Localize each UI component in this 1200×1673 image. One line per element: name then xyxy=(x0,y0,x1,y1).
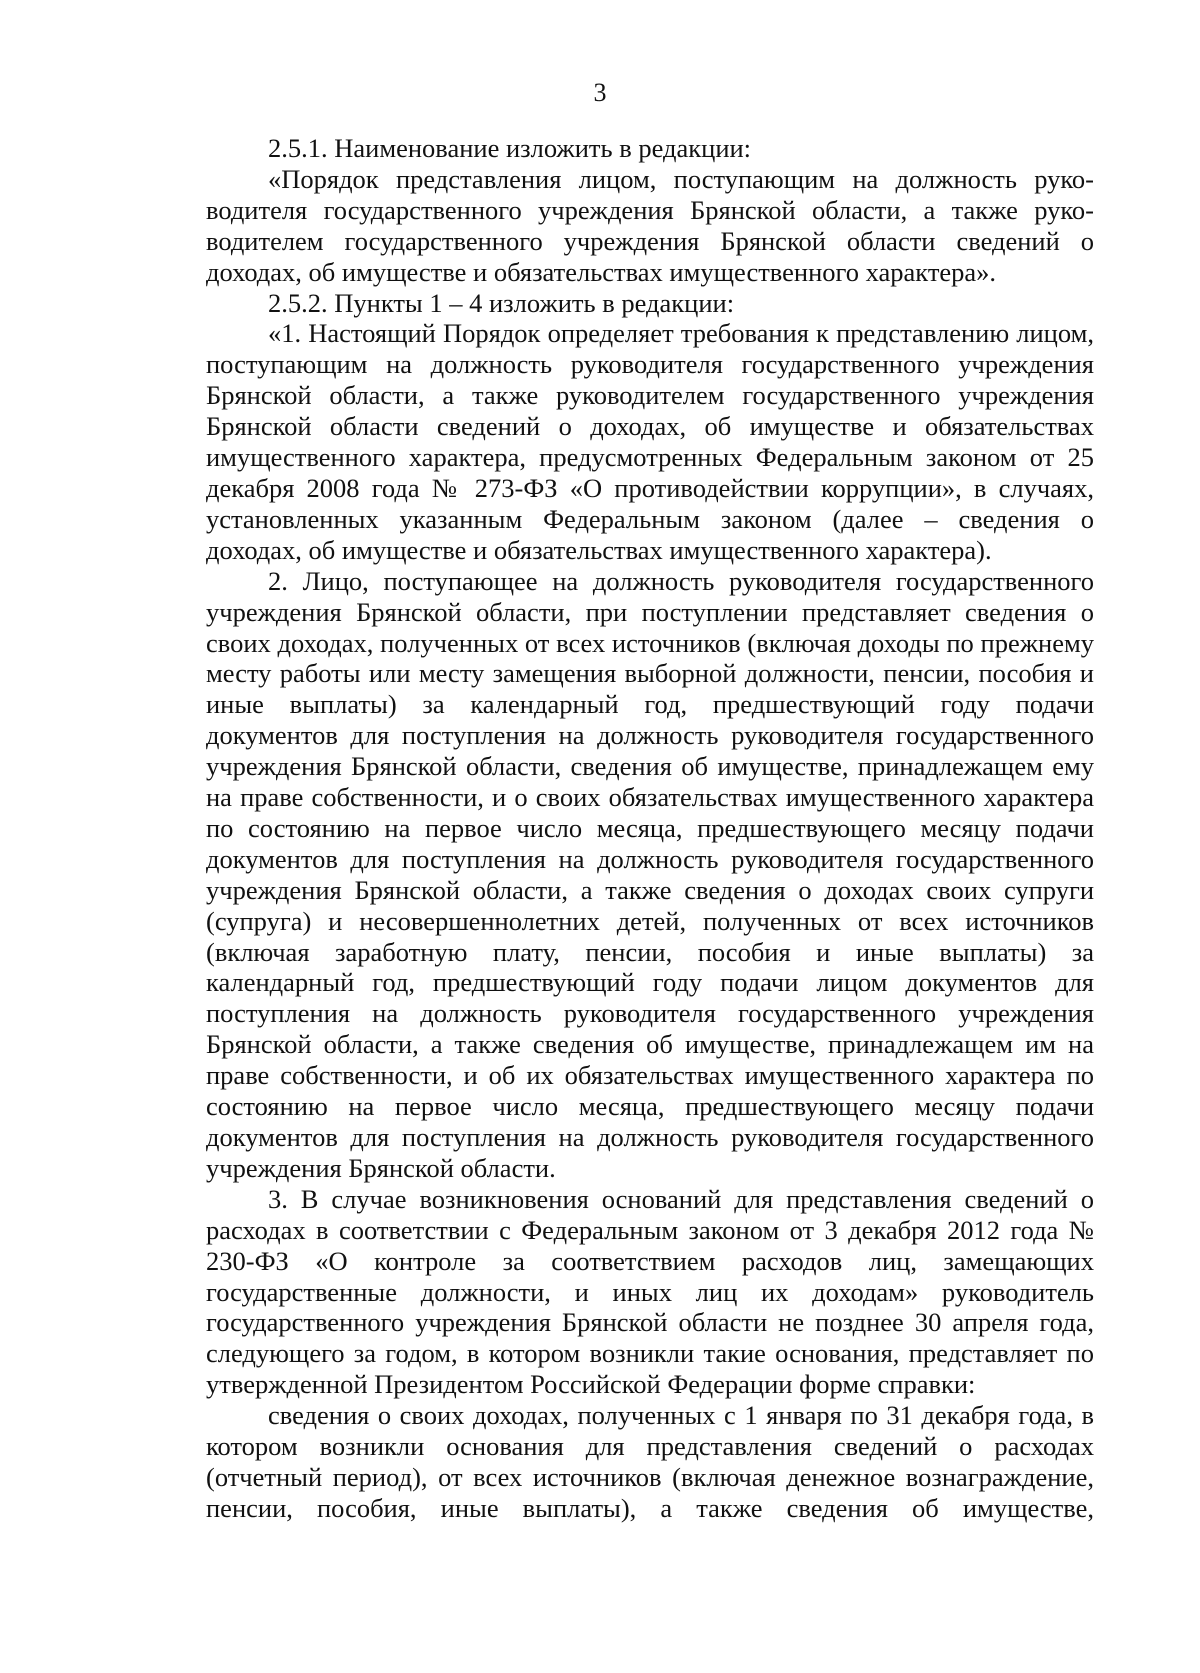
page-number: 3 xyxy=(593,78,607,107)
paragraph-item-2: 2. Лицо, поступающее на должность руководителя государственного учреждения Брянской области, при поступлении представляет сведения о своих доходах, полученных от всех источников (включая доходы по прежнему месту работы или месту замещения выборной должности, пенсии, пособия и иные выплаты) за календарный год, предшествующий году подачи документов для поступления на должность руководителя государственного учреждения Брянской области, сведения об имуществе, принадлежащем ему на праве собственности, и о своих обязательствах имущественного характера по состоянию на первое число месяца, предшествующего месяцу подачи документов для поступления на должность руководителя государственного учреждения Брянской области, а также сведения о доходах своих супруги (супруга) и несовершеннолетних детей, полученных от всех источников (включая заработную плату, пенсии, пособия и иные выплаты) за календарный год, предшествующий году подачи лицом документов для поступления на должность руководителя государственного учреждения Брянской области, а также сведения об имуществе, принадлежащем им на праве собственности, и об их обязательствах имущественного характера по состоянию на первое число месяца, предшествующего месяцу подачи документов для поступления на должность руководителя государственного учреждения Брянской области. xyxy=(206,565,1094,1183)
paragraph-item-3: 3. В случае возникновения оснований для представления сведений о расходах в соответствии с Федеральным законом от 3 декабря 2012 года № 230-ФЗ «О контроле за соответствием расходов лиц, замещающих государственные должности, и иных лиц их доходам» руководитель государственного учреждения Брянской области не позднее 30 апреля года, следующего за годом, в котором возникли такие основания, представляет по утвержденной Президентом Российской Федерации форме справки: xyxy=(206,1183,1094,1400)
paragraph-2-5-1-heading: 2.5.1. Наименование изложить в редакции: xyxy=(268,133,752,163)
paragraph-order-title: «Порядок представления лицом, поступающим на должность руководителя государственного учреждения Брянской области, а также руководителем государственного учреждения Брянской области сведений о доходах, об имуществе и обязательствах имущественного характера». xyxy=(206,163,1094,287)
paragraph-income-info: сведения о своих доходах, полученных с 1 января по 31 декабря года, в котором возникли основания для представления сведений о расходах (отчетный период), от всех источников (включая денежное вознаграждение, пенсии, пособия, иные выплаты), а также сведения об имуществе, xyxy=(206,1400,1094,1523)
paragraph-2-5-2-heading: 2.5.2. Пункты 1 – 4 изложить в редакции: xyxy=(268,287,735,318)
document-body xyxy=(206,133,1094,1524)
paragraph-item-1: «1. Настоящий Порядок определяет требования к представлению лицом, поступающим на должность руководителя государственного учреждения Брянской области, а также руководителем государственного учреждения Брянской области сведений о доходах, об имуществе и обязательствах имущественного характера, предусмотренных Федеральным законом от 25 декабря 2008 года № 273-ФЗ «О противодействии коррупции», в случаях, установленных указанным Федеральным законом (далее – сведения о доходах, об имуществе и обязательствах имущественного характера). xyxy=(206,318,1094,565)
